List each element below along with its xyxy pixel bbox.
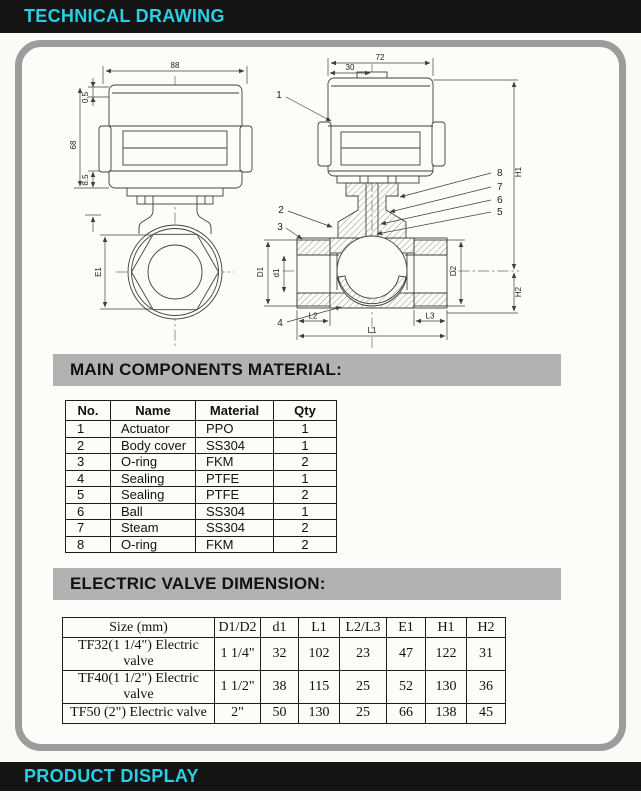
section-header-dimension — [53, 568, 561, 600]
table-cell: 115 — [299, 671, 340, 704]
actuator-right-ear — [240, 126, 252, 172]
table-cell: 5 — [66, 487, 111, 504]
table-cell: 1 1/4" — [215, 638, 261, 671]
table-cell: 52 — [387, 671, 426, 704]
table-cell: 23 — [340, 638, 387, 671]
table-cell: SS304 — [196, 503, 274, 520]
table-cell: TF32(1 1/4") Electric valve — [63, 638, 215, 671]
column-header: No. — [66, 401, 111, 421]
column-header: Material — [196, 401, 274, 421]
table-row — [66, 487, 337, 504]
table-row — [66, 437, 337, 454]
table-cell: 36 — [467, 671, 506, 704]
table-row — [66, 536, 337, 553]
column-header: E1 — [387, 618, 426, 638]
section-header-materials — [53, 354, 561, 386]
actuator-side-outline — [328, 78, 433, 176]
table-cell: 31 — [467, 638, 506, 671]
table-cell: 7 — [66, 520, 111, 537]
table-cell: 130 — [299, 704, 340, 724]
table-cell: 2 — [66, 437, 111, 454]
table-cell: Sealing — [111, 487, 196, 504]
actuator-left-ear — [99, 126, 111, 172]
table-cell: 38 — [261, 671, 299, 704]
materials-section-title: MAIN COMPONENTS MATERIAL: — [70, 360, 342, 379]
column-header: L1 — [299, 618, 340, 638]
dim-30-label: 30 — [345, 63, 355, 72]
table-cell: 130 — [426, 671, 467, 704]
callout-6: 6 — [497, 195, 503, 206]
table-cell: 122 — [426, 638, 467, 671]
dim-88-label: 88 — [170, 61, 180, 70]
table-cell: 1 — [274, 421, 337, 438]
table-header-row — [63, 618, 506, 638]
table-row — [63, 638, 506, 671]
table-cell: FKM — [196, 454, 274, 471]
dim-e1-label: E1 — [94, 267, 103, 277]
table-row — [66, 421, 337, 438]
column-header: L2/L3 — [340, 618, 387, 638]
table-cell: 66 — [387, 704, 426, 724]
table-cell: Sealing — [111, 470, 196, 487]
table-cell: 1 1/2" — [215, 671, 261, 704]
table-cell: 1 — [274, 503, 337, 520]
table-cell: 1 — [274, 470, 337, 487]
valve-end-circle — [128, 225, 222, 319]
column-header: Qty — [274, 401, 337, 421]
dim-h1-label: H1 — [514, 166, 523, 178]
dimension-table — [62, 617, 506, 724]
content-frame — [15, 40, 626, 751]
dim-l1-label: L1 — [367, 326, 377, 335]
dim-h2-label: H2 — [514, 286, 523, 298]
table-cell: 102 — [299, 638, 340, 671]
table-cell: 4 — [66, 470, 111, 487]
table-cell: 3 — [66, 454, 111, 471]
table-row — [66, 454, 337, 471]
dim-68-label: 68 — [69, 140, 78, 150]
table-cell: 2 — [274, 454, 337, 471]
table-cell: TF50 (2") Electric valve — [63, 704, 215, 724]
left-view — [69, 61, 252, 348]
table-cell: FKM — [196, 536, 274, 553]
footer-title: PRODUCT DISPLAY — [24, 766, 199, 786]
table-cell: O-ring — [111, 536, 196, 553]
table-cell: 25 — [340, 704, 387, 724]
table-cell: Body cover — [111, 437, 196, 454]
dim-d1-label: D1 — [256, 266, 265, 278]
table-cell: 2 — [274, 487, 337, 504]
table-header-row — [66, 401, 337, 421]
column-header: D1/D2 — [215, 618, 261, 638]
table-row — [66, 520, 337, 537]
table-cell: Actuator — [111, 421, 196, 438]
dim-d2-label: D2 — [449, 265, 458, 277]
table-cell: 2" — [215, 704, 261, 724]
table-cell: 50 — [261, 704, 299, 724]
table-cell: PTFE — [196, 487, 274, 504]
callout-4: 4 — [277, 318, 283, 329]
dim-8p5-label: 8.5 — [81, 174, 90, 186]
table-cell: Steam — [111, 520, 196, 537]
table-cell: 32 — [261, 638, 299, 671]
page-title: TECHNICAL DRAWING — [24, 6, 225, 26]
column-header: Name — [111, 401, 196, 421]
table-cell: SS304 — [196, 520, 274, 537]
table-row — [63, 671, 506, 704]
column-header: Size (mm) — [63, 618, 215, 638]
table-row — [66, 503, 337, 520]
technical-drawing — [22, 47, 619, 360]
column-header: H2 — [467, 618, 506, 638]
ball-section — [337, 236, 407, 306]
table-cell: O-ring — [111, 454, 196, 471]
table-cell: 138 — [426, 704, 467, 724]
header-bar — [0, 0, 641, 33]
table-cell: 8 — [66, 536, 111, 553]
dimension-section-title: ELECTRIC VALVE DIMENSION: — [70, 574, 326, 593]
actuator-front-outline — [109, 85, 242, 188]
table-cell: 45 — [467, 704, 506, 724]
table-cell: TF40(1 1/2") Electric valve — [63, 671, 215, 704]
callout-7: 7 — [497, 182, 503, 193]
table-row — [66, 470, 337, 487]
table-cell: 1 — [274, 437, 337, 454]
table-cell: 47 — [387, 638, 426, 671]
footer-bar — [0, 762, 641, 791]
table-cell: 25 — [340, 671, 387, 704]
table-cell: PTFE — [196, 470, 274, 487]
dim-72-label: 72 — [375, 53, 385, 62]
right-view — [256, 53, 523, 348]
table-cell: SS304 — [196, 437, 274, 454]
callout-5: 5 — [497, 207, 503, 218]
table-cell: 1 — [66, 421, 111, 438]
dim-l3-label: L3 — [425, 311, 435, 321]
callout-1: 1 — [276, 90, 282, 101]
dim-l2-label: L2 — [308, 311, 318, 321]
column-header: d1 — [261, 618, 299, 638]
table-cell: 2 — [274, 536, 337, 553]
dim-0p5-label: 0.5 — [81, 91, 90, 103]
dim-d1-inner-label: d1 — [272, 268, 281, 278]
table-cell: 2 — [274, 520, 337, 537]
table-cell: PPO — [196, 421, 274, 438]
callout-3: 3 — [277, 222, 283, 233]
materials-table — [65, 400, 337, 553]
callout-2: 2 — [278, 205, 284, 216]
callout-8: 8 — [497, 168, 503, 179]
table-cell: Ball — [111, 503, 196, 520]
table-row — [63, 704, 506, 724]
table-cell: 6 — [66, 503, 111, 520]
column-header: H1 — [426, 618, 467, 638]
